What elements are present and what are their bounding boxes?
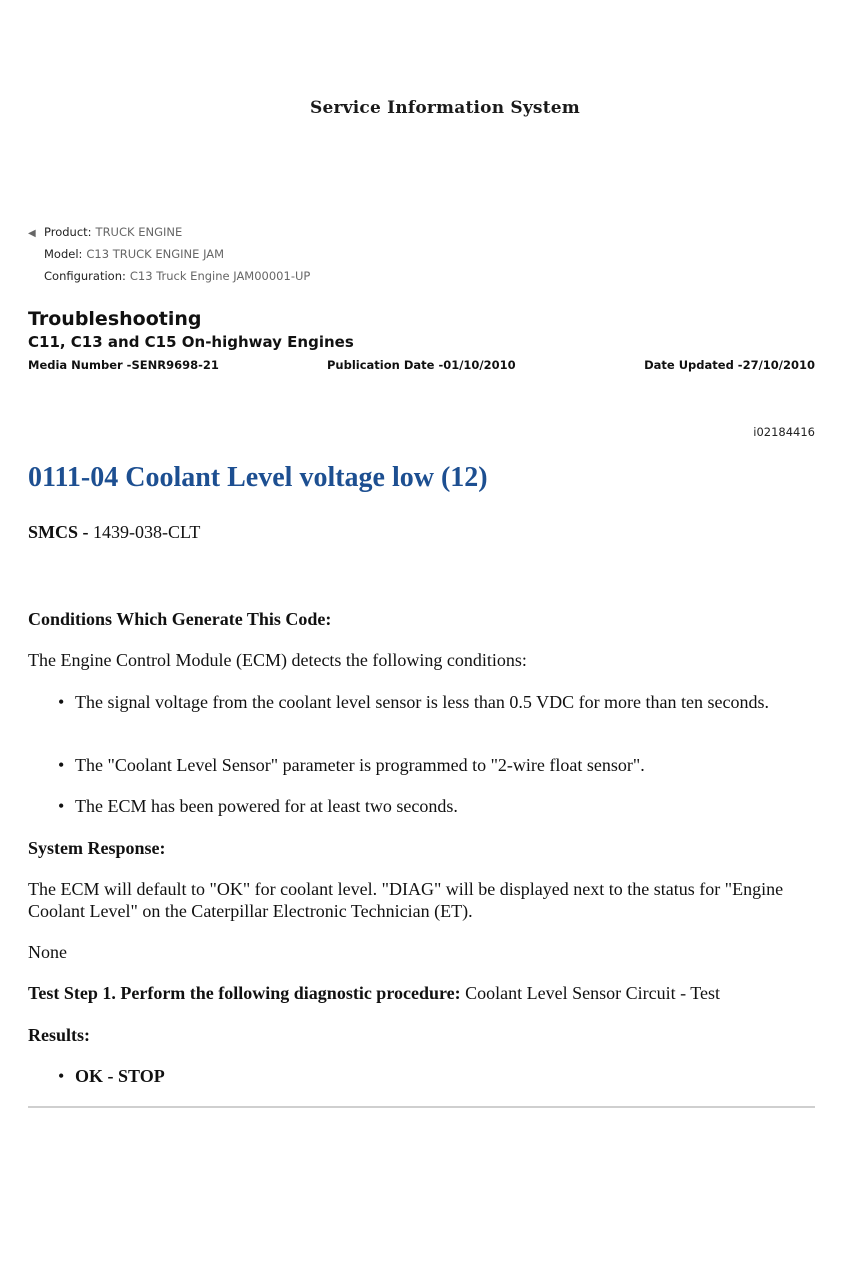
article-title: 0111-04 Coolant Level voltage low (12)	[28, 462, 488, 493]
bullet-icon: •	[58, 796, 65, 816]
list-item	[58, 795, 778, 817]
model-row	[28, 245, 310, 267]
bullet-icon: •	[58, 1066, 65, 1086]
list-item	[58, 1065, 778, 1087]
page-title: Service Information System	[310, 98, 580, 118]
bullet-icon: •	[58, 755, 65, 775]
model-value: C13 TRUCK ENGINE JAM	[86, 247, 225, 261]
document-id: i02184416	[753, 425, 815, 439]
conditions-intro: The Engine Control Module (ECM) detects the following conditions:	[28, 650, 527, 670]
none-text: None	[28, 942, 67, 962]
conditions-heading: Conditions Which Generate This Code:	[28, 609, 332, 629]
smcs-line	[28, 522, 200, 543]
model-label: Model:	[44, 247, 83, 261]
bullet-icon: •	[58, 692, 65, 712]
result-text: OK - STOP	[75, 1066, 165, 1086]
condition-text: The "Coolant Level Sensor" parameter is programmed to "2-wire float sensor".	[75, 755, 645, 775]
smcs-label: SMCS -	[28, 522, 89, 542]
test-step-link[interactable]: Coolant Level Sensor Circuit - Test	[465, 983, 721, 1003]
test-step-label: Test Step 1. Perform the following diagnostic procedure:	[28, 983, 461, 1003]
configuration-row	[28, 267, 310, 289]
configuration-label: Configuration:	[44, 269, 126, 283]
product-value: TRUCK ENGINE	[95, 225, 183, 239]
breadcrumb	[28, 223, 310, 289]
product-row[interactable]	[28, 223, 310, 245]
date-updated: Date Updated -27/10/2010	[644, 358, 815, 372]
list-item	[58, 754, 778, 776]
smcs-value: 1439-038-CLT	[93, 522, 201, 542]
divider	[28, 1106, 815, 1108]
results-heading: Results:	[28, 1025, 90, 1045]
back-arrow-icon[interactable]: ◀	[28, 228, 36, 239]
media-number: Media Number -SENR9698-21	[28, 358, 219, 372]
response-text: The ECM will default to "OK" for coolant level. "DIAG" will be displayed next to the status for "Engine Coolant Level" on the Caterpillar Electronic Technician (ET).	[28, 879, 784, 921]
condition-text: The signal voltage from the coolant level sensor is less than 0.5 VDC for more than ten seconds.	[75, 692, 770, 712]
publication-date: Publication Date -01/10/2010	[327, 358, 516, 372]
list-item	[58, 691, 778, 713]
condition-text: The ECM has been powered for at least two seconds.	[75, 796, 458, 816]
response-heading: System Response:	[28, 838, 166, 858]
configuration-value: C13 Truck Engine JAM00001-UP	[129, 269, 311, 283]
manual-subheading: C11, C13 and C15 On-highway Engines	[28, 333, 354, 351]
test-step	[28, 982, 720, 1004]
manual-heading: Troubleshooting	[28, 308, 202, 330]
product-label: Product:	[44, 225, 92, 239]
